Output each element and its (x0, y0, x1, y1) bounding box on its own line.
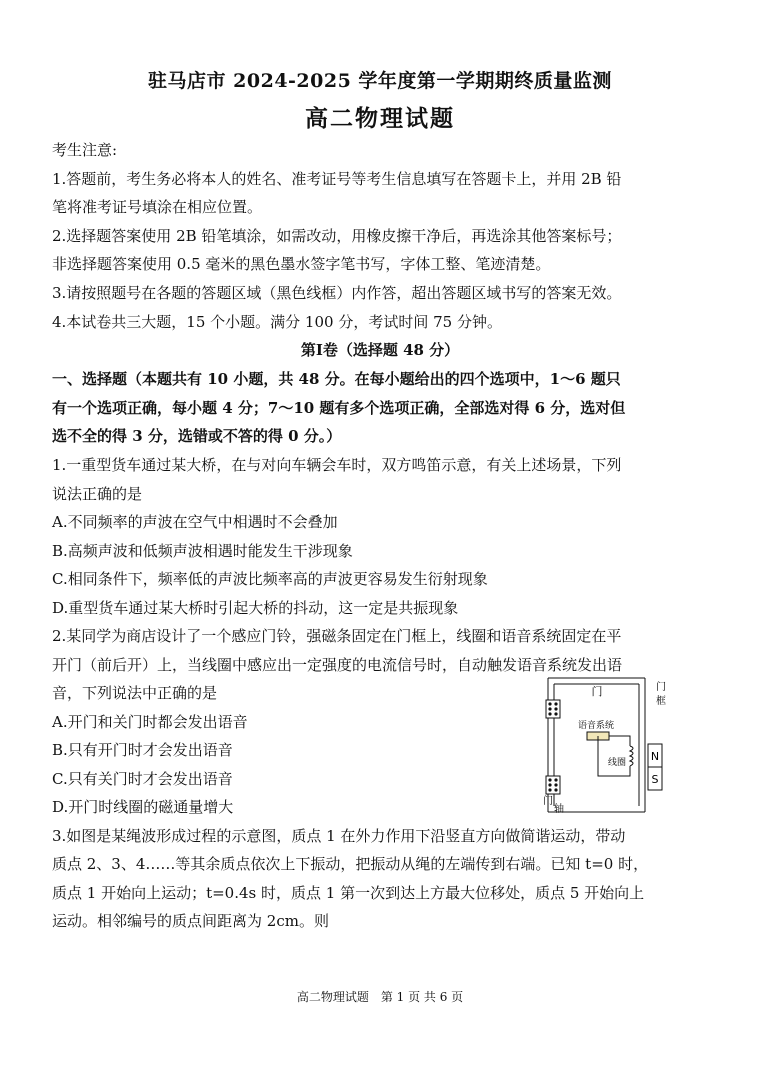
hinge-bottom-icon (546, 776, 560, 794)
door-axis-label: 门 (543, 796, 553, 807)
notice-line: 3.请按照题号在各题的答题区域（黑色线框）内作答，超出答题区域书写的答案无效。 (52, 284, 622, 302)
door-frame-label: 框 (656, 696, 666, 707)
section-instructions: 有一个选项正确，每小题 4 分；7～10 题有多个选项正确，全部选对得 6 分，选对但 (52, 399, 626, 417)
exam-subtitle: 高二物理试题 (305, 105, 455, 132)
notice-line: 非选择题答案使用 0.5 毫米的黑色墨水签字笔书写，字体工整、笔迹清楚。 (52, 255, 551, 273)
voice-system-label: 语音系统 (578, 721, 615, 731)
question-1-option-a: A.不同频率的声波在空气中相遇时不会叠加 (52, 513, 338, 531)
door-bell-diagram (540, 672, 680, 814)
question-1-option-d: D.重型货车通过某大桥时引起大桥的抖动，这一定是共振现象 (52, 599, 459, 617)
exam-title: 驻马店市 2024-2025 学年度第一学期期终质量监测 (148, 70, 612, 92)
question-1-option-b: B.高频声波和低频声波相遇时能发生干涉现象 (52, 542, 353, 560)
notice-line: 笔将准考证号填涂在相应位置。 (52, 198, 263, 216)
question-3-stem: 质点 2、3、4……等其余质点依次上下振动，把振动从绳的左端传到右端。已知 t=0 时， (52, 855, 649, 873)
question-1-stem: 1.一重型货车通过某大桥，在与对向车辆会车时，双方鸣笛示意，有关上述场景，下列 (52, 456, 622, 474)
door-axis-label: 轴 (554, 804, 564, 814)
notice-line: 1.答题前，考生务必将本人的姓名、准考证号等考生信息填写在答题卡上，并用 2B 铅 (52, 170, 622, 188)
question-2-option-a: A.开门和关门时都会发出语音 (52, 713, 248, 731)
door-frame-label: 门 (656, 682, 666, 693)
question-3-stem: 运动。相邻编号的质点间距离为 2cm。则 (52, 912, 329, 930)
question-3-stem: 3.如图是某绳波形成过程的示意图，质点 1 在外力作用下沿竖直方向做简谐运动，带动 (52, 827, 626, 845)
door-label: 门 (591, 685, 603, 698)
section-title: 第Ⅰ卷（选择题 48 分） (300, 341, 460, 359)
question-2-option-d: D.开门时线圈的磁通量增大 (52, 798, 234, 816)
coil-wire (598, 736, 633, 776)
hinge-top-icon (546, 700, 560, 718)
section-instructions: 选不全的得 3 分，选错或不答的得 0 分。） (52, 427, 342, 445)
question-1-option-c: C.相同条件下，频率低的声波比频率高的声波更容易发生衍射现象 (52, 570, 488, 588)
question-2-option-c: C.只有关门时才会发出语音 (52, 770, 233, 788)
notice-heading: 考生注意: (52, 141, 118, 159)
question-1-stem: 说法正确的是 (52, 485, 143, 503)
magnet-pole-s: S (651, 773, 659, 786)
question-2-stem: 2.某同学为商店设计了一个感应门铃，强磁条固定在门框上，线圈和语音系统固定在平 (52, 627, 622, 645)
magnet-pole-n: N (650, 750, 660, 763)
notice-line: 4.本试卷共三大题，15 个小题。满分 100 分，考试时间 75 分钟。 (52, 313, 502, 331)
page-footer: 高二物理试题 第 1 页 共 6 页 (296, 990, 464, 1004)
section-instructions: 一、选择题（本题共有 10 小题，共 48 分。在每小题给出的四个选项中，1～6 题只 (52, 370, 621, 388)
question-2-stem: 音，下列说法中正确的是 (52, 684, 218, 702)
question-2-stem: 开门（前后开）上，当线圈中感应出一定强度的电流信号时，自动触发语音系统发出语 (52, 656, 623, 674)
question-3-stem: 质点 1 开始向上运动；t=0.4s 时，质点 1 第一次到达上方最大位移处，质点 5 开始向上 (52, 884, 645, 902)
question-2-option-b: B.只有开门时才会发出语音 (52, 741, 233, 759)
notice-line: 2.选择题答案使用 2B 铅笔填涂，如需改动，用橡皮擦干净后，再选涂其他答案标号； (52, 227, 622, 245)
coil-label: 线圈 (608, 758, 627, 768)
